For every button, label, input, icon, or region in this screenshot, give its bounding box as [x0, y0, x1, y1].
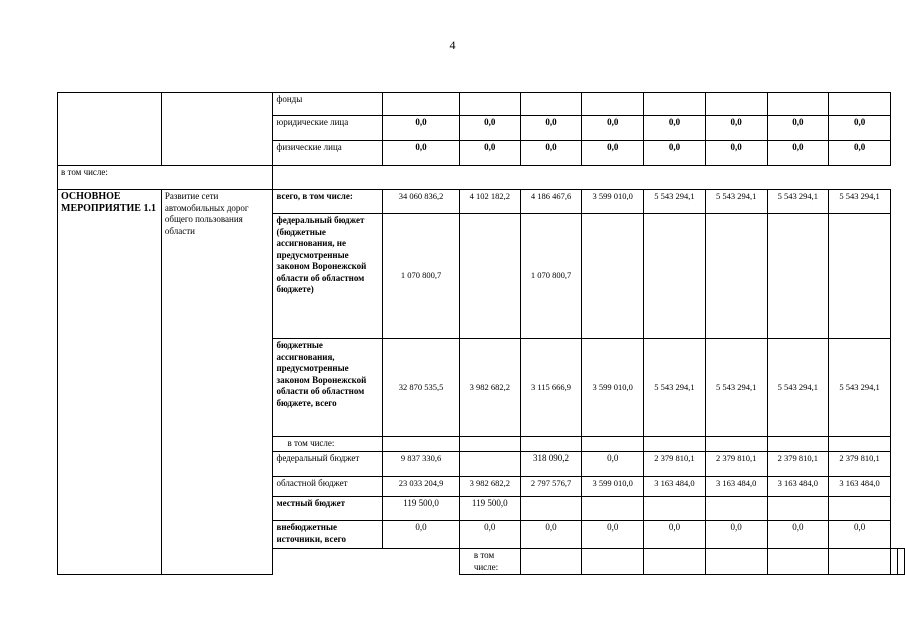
value-cell: 0,0 [767, 521, 829, 549]
value-cell [705, 93, 767, 116]
value-cell: 0,0 [705, 116, 767, 141]
value-cell: 5 543 294,1 [644, 190, 706, 214]
source-label: местный бюджет [273, 497, 383, 521]
value-cell [829, 497, 891, 521]
value-cell [520, 93, 582, 116]
value-cell: 5 543 294,1 [767, 190, 829, 214]
value-cell [582, 437, 644, 452]
value-cell: 4 186 467,6 [520, 190, 582, 214]
source-label: бюджетные ассигнования, предусмотренные законом Воронежской области об областном бюджете, всего [273, 339, 383, 437]
value-cell: 0,0 [383, 521, 460, 549]
value-cell: 3 982 682,2 [459, 339, 520, 437]
value-cell: 0,0 [520, 141, 582, 166]
value-cell [767, 214, 829, 339]
table-row [58, 141, 905, 166]
value-cell: 32 870 535,5 [383, 339, 460, 437]
value-cell: 318 090,2 [520, 452, 582, 477]
main-event-description: Развитие сети автомобильных дорог общего пользования области [161, 190, 273, 575]
value-cell [829, 437, 891, 452]
value-cell: 0,0 [582, 116, 644, 141]
value-cell: 0,0 [829, 116, 891, 141]
value-cell [644, 437, 706, 452]
value-cell [582, 497, 644, 521]
value-cell: 0,0 [644, 141, 706, 166]
value-cell: 2 379 810,1 [829, 452, 891, 477]
value-cell: 0,0 [705, 141, 767, 166]
value-cell: 3 163 484,0 [767, 477, 829, 497]
value-cell: 3 163 484,0 [644, 477, 706, 497]
value-cell: 2 797 576,7 [520, 477, 582, 497]
value-cell [582, 549, 644, 575]
source-label: в том числе: [459, 549, 520, 575]
value-cell: 1 070 800,7 [520, 214, 582, 339]
value-cell [829, 93, 891, 116]
value-cell: 3 599 010,0 [582, 190, 644, 214]
value-cell [383, 437, 460, 452]
value-cell: 0,0 [767, 116, 829, 141]
value-cell [644, 497, 706, 521]
empty-cell [161, 116, 273, 141]
source-label: внебюджетные источники, всего [273, 521, 383, 549]
table-row [58, 116, 905, 141]
empty-cell [273, 549, 459, 575]
value-cell: 23 033 204,9 [383, 477, 460, 497]
value-cell [898, 549, 905, 575]
value-cell: 0,0 [705, 521, 767, 549]
main-event-title: ОСНОВНОЕ МЕРОПРИЯТИЕ 1.1 [58, 190, 162, 575]
source-label: в том числе: [273, 437, 383, 452]
value-cell: 0,0 [582, 141, 644, 166]
value-cell [767, 437, 829, 452]
value-cell: 4 102 182,2 [459, 190, 520, 214]
value-cell [644, 93, 706, 116]
source-label: физические лица [273, 141, 383, 166]
page-number: 4 [449, 38, 456, 52]
empty-cell [58, 93, 162, 116]
value-cell [891, 549, 898, 575]
value-cell [644, 214, 706, 339]
value-cell: 5 543 294,1 [829, 339, 891, 437]
value-cell [767, 497, 829, 521]
value-cell: 3 163 484,0 [705, 477, 767, 497]
value-cell [829, 214, 891, 339]
value-cell: 3 115 666,9 [520, 339, 582, 437]
value-cell: 1 070 800,7 [383, 214, 460, 339]
table-row [58, 93, 905, 116]
empty-cell [161, 141, 273, 166]
source-label: всего, в том числе: [273, 190, 383, 214]
table-row [58, 166, 905, 190]
value-cell [520, 549, 582, 575]
value-cell [705, 549, 767, 575]
value-cell: 5 543 294,1 [705, 190, 767, 214]
value-cell [383, 93, 460, 116]
value-cell [767, 549, 829, 575]
value-cell [520, 437, 582, 452]
source-label: областной бюджет [273, 477, 383, 497]
value-cell: 9 837 330,6 [383, 452, 460, 477]
value-cell: 119 500,0 [383, 497, 460, 521]
empty-cell [58, 116, 162, 141]
value-cell: 119 500,0 [459, 497, 520, 521]
value-cell: 3 599 010,0 [582, 339, 644, 437]
value-cell: 0,0 [829, 141, 891, 166]
value-cell [644, 549, 706, 575]
value-cell: 0,0 [644, 521, 706, 549]
source-label: федеральный бюджет [273, 452, 383, 477]
value-cell [582, 93, 644, 116]
value-cell [459, 214, 520, 339]
value-cell: 2 379 810,1 [644, 452, 706, 477]
source-label: федеральный бюджет (бюджетные ассигнования, не предусмотренные законом Воронежской области об областном бюджете) [273, 214, 383, 339]
table-row [58, 190, 905, 214]
value-cell: 0,0 [520, 521, 582, 549]
value-cell: 3 982 682,2 [459, 477, 520, 497]
value-cell [459, 452, 520, 477]
subsection-label: в том числе: [58, 166, 273, 190]
value-cell: 3 163 484,0 [829, 477, 891, 497]
value-cell: 0,0 [829, 521, 891, 549]
empty-cell [273, 166, 891, 190]
value-cell [582, 214, 644, 339]
value-cell [829, 549, 891, 575]
value-cell: 5 543 294,1 [829, 190, 891, 214]
value-cell: 34 060 836,2 [383, 190, 460, 214]
value-cell: 0,0 [459, 521, 520, 549]
value-cell: 0,0 [459, 116, 520, 141]
empty-cell [161, 93, 273, 116]
value-cell: 0,0 [459, 141, 520, 166]
value-cell [767, 93, 829, 116]
value-cell: 5 543 294,1 [644, 339, 706, 437]
value-cell: 0,0 [582, 521, 644, 549]
value-cell [705, 497, 767, 521]
value-cell: 5 543 294,1 [705, 339, 767, 437]
value-cell: 0,0 [644, 116, 706, 141]
value-cell [520, 497, 582, 521]
empty-cell [58, 141, 162, 166]
value-cell: 3 599 010,0 [582, 477, 644, 497]
value-cell: 2 379 810,1 [705, 452, 767, 477]
value-cell: 0,0 [383, 116, 460, 141]
budget-table [57, 92, 905, 575]
value-cell [459, 93, 520, 116]
value-cell [459, 437, 520, 452]
value-cell: 5 543 294,1 [767, 339, 829, 437]
value-cell: 2 379 810,1 [767, 452, 829, 477]
value-cell: 0,0 [383, 141, 460, 166]
value-cell [705, 437, 767, 452]
value-cell: 0,0 [582, 452, 644, 477]
value-cell: 0,0 [767, 141, 829, 166]
value-cell [705, 214, 767, 339]
value-cell: 0,0 [520, 116, 582, 141]
source-label: фонды [273, 93, 383, 116]
source-label: юридические лица [273, 116, 383, 141]
